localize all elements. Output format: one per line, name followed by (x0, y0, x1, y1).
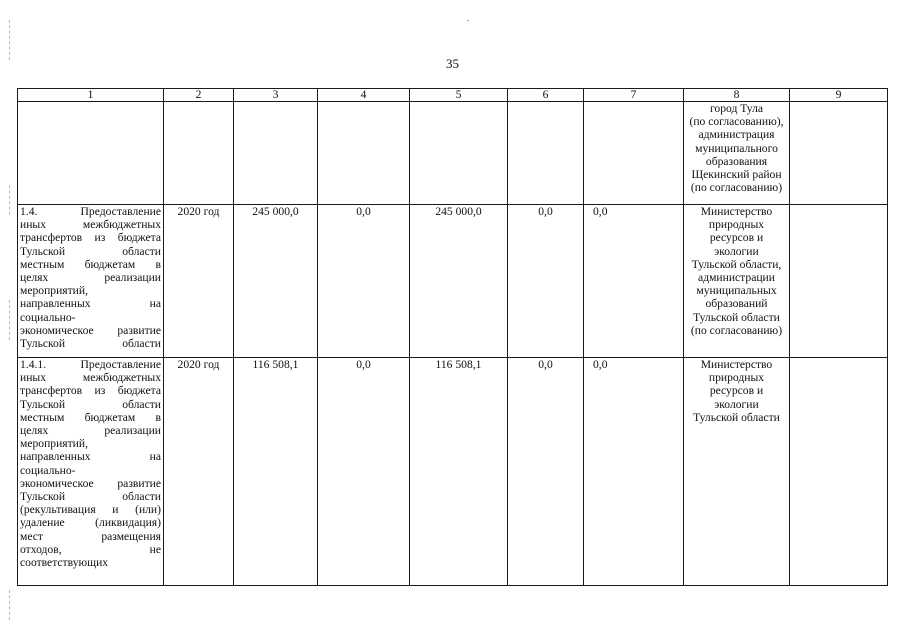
description-cell (18, 205, 164, 358)
cell-line: муниципального (695, 141, 778, 155)
cell-line: Щекинский район (691, 168, 782, 182)
value-cell: 0,0 (318, 205, 410, 358)
cell-line: социально- (20, 463, 76, 477)
budget-table (17, 88, 888, 586)
value-cell (508, 102, 584, 205)
value-cell: 245 000,0 (410, 205, 508, 358)
cell-line: администрации (698, 271, 775, 285)
cell-line: трансфертов из бюджета (20, 231, 161, 245)
cell-line: Тульской области, (691, 257, 782, 271)
cell-line: мероприятий, (20, 437, 88, 451)
value-cell: 0,0 (318, 358, 410, 586)
cell-line: местным бюджетам в (20, 410, 161, 424)
cell-line: Тульской области (693, 410, 780, 424)
cell-line: 1.4. Предоставление (20, 205, 161, 218)
scan-edge-mark (9, 185, 10, 215)
note-cell (790, 205, 888, 358)
value-cell (410, 102, 508, 205)
header-cell: 1 (18, 89, 164, 102)
value-cell: 0,0 (584, 358, 684, 586)
cell-line: трансфертов из бюджета (20, 384, 161, 398)
value-cell (584, 102, 684, 205)
period-cell: 2020 год (164, 358, 234, 586)
scan-edge-mark (9, 20, 10, 60)
cell-line: Министерство (700, 358, 773, 371)
header-row (18, 89, 888, 102)
value-cell: 245 000,0 (234, 205, 318, 358)
cell-line: местным бюджетам в (20, 257, 161, 271)
cell-line: ресурсов и (709, 231, 764, 245)
cell-line: мест размещения (20, 529, 161, 543)
note-cell (790, 102, 888, 205)
scan-edge-mark (9, 300, 10, 340)
cell-line: муниципальных (696, 284, 777, 298)
description-cell (18, 358, 164, 586)
cell-line: Тульской области (20, 337, 161, 351)
cell-line: соответствующих (20, 556, 109, 570)
header-cell: 9 (790, 89, 888, 102)
cell-line: Тульской области (20, 490, 161, 504)
value-cell: 116 508,1 (410, 358, 508, 586)
cell-line: (по согласованию) (690, 323, 783, 337)
value-cell (234, 102, 318, 205)
value-cell (318, 102, 410, 205)
cell-line: природных (708, 371, 765, 385)
table-row (18, 205, 888, 358)
cell-line: 1.4.1. Предоставление (20, 358, 161, 371)
cell-line: (по согласованию), (689, 115, 784, 129)
note-cell (790, 358, 888, 586)
cell-line: целях реализации (20, 424, 161, 438)
scan-speck (467, 20, 469, 21)
header-cell: 3 (234, 89, 318, 102)
period-cell (164, 102, 234, 205)
executor-cell (684, 205, 790, 358)
header-cell: 4 (318, 89, 410, 102)
value-cell: 0,0 (508, 358, 584, 586)
cell-line: мероприятий, (20, 284, 88, 298)
cell-line: удаление (ликвидация) (20, 516, 161, 530)
cell-line: Тульской области (20, 397, 161, 411)
cell-line: (рекультивация и (или) (20, 503, 161, 517)
header-cell: 6 (508, 89, 584, 102)
cell-line: Министерство (700, 205, 773, 218)
header-cell: 5 (410, 89, 508, 102)
cell-line: экономическое развитие (20, 323, 161, 337)
cell-line: экологии (714, 397, 759, 411)
executor-cell (684, 102, 790, 205)
cell-line: направленных на (20, 297, 161, 311)
executor-cell (684, 358, 790, 586)
scan-edge-mark (9, 590, 10, 620)
cell-line: экономическое развитие (20, 476, 161, 490)
cell-line: город Тула (709, 102, 764, 115)
description-cell (18, 102, 164, 205)
cell-line: Тульской области (20, 244, 161, 258)
table-row (18, 358, 888, 586)
cell-line: (по согласованию) (690, 181, 783, 195)
cell-line: иных межбюджетных (20, 218, 161, 232)
cell-line: отходов, не (20, 542, 161, 556)
cell-line: ресурсов и (709, 384, 764, 398)
value-cell: 0,0 (584, 205, 684, 358)
cell-line: социально- (20, 310, 76, 324)
table-row (18, 102, 888, 205)
header-cell: 8 (684, 89, 790, 102)
cell-line: экологии (714, 244, 759, 258)
cell-line: администрация (698, 128, 775, 142)
cell-line: образования (705, 154, 768, 168)
cell-line: образований (705, 297, 768, 311)
header-cell: 7 (584, 89, 684, 102)
cell-line: природных (708, 218, 765, 232)
cell-line: целях реализации (20, 271, 161, 285)
cell-line: Тульской области (693, 310, 780, 324)
period-cell: 2020 год (164, 205, 234, 358)
header-cell: 2 (164, 89, 234, 102)
value-cell: 116 508,1 (234, 358, 318, 586)
value-cell: 0,0 (508, 205, 584, 358)
cell-line: иных межбюджетных (20, 371, 161, 385)
cell-line: направленных на (20, 450, 161, 464)
page-number: 35 (446, 56, 459, 71)
